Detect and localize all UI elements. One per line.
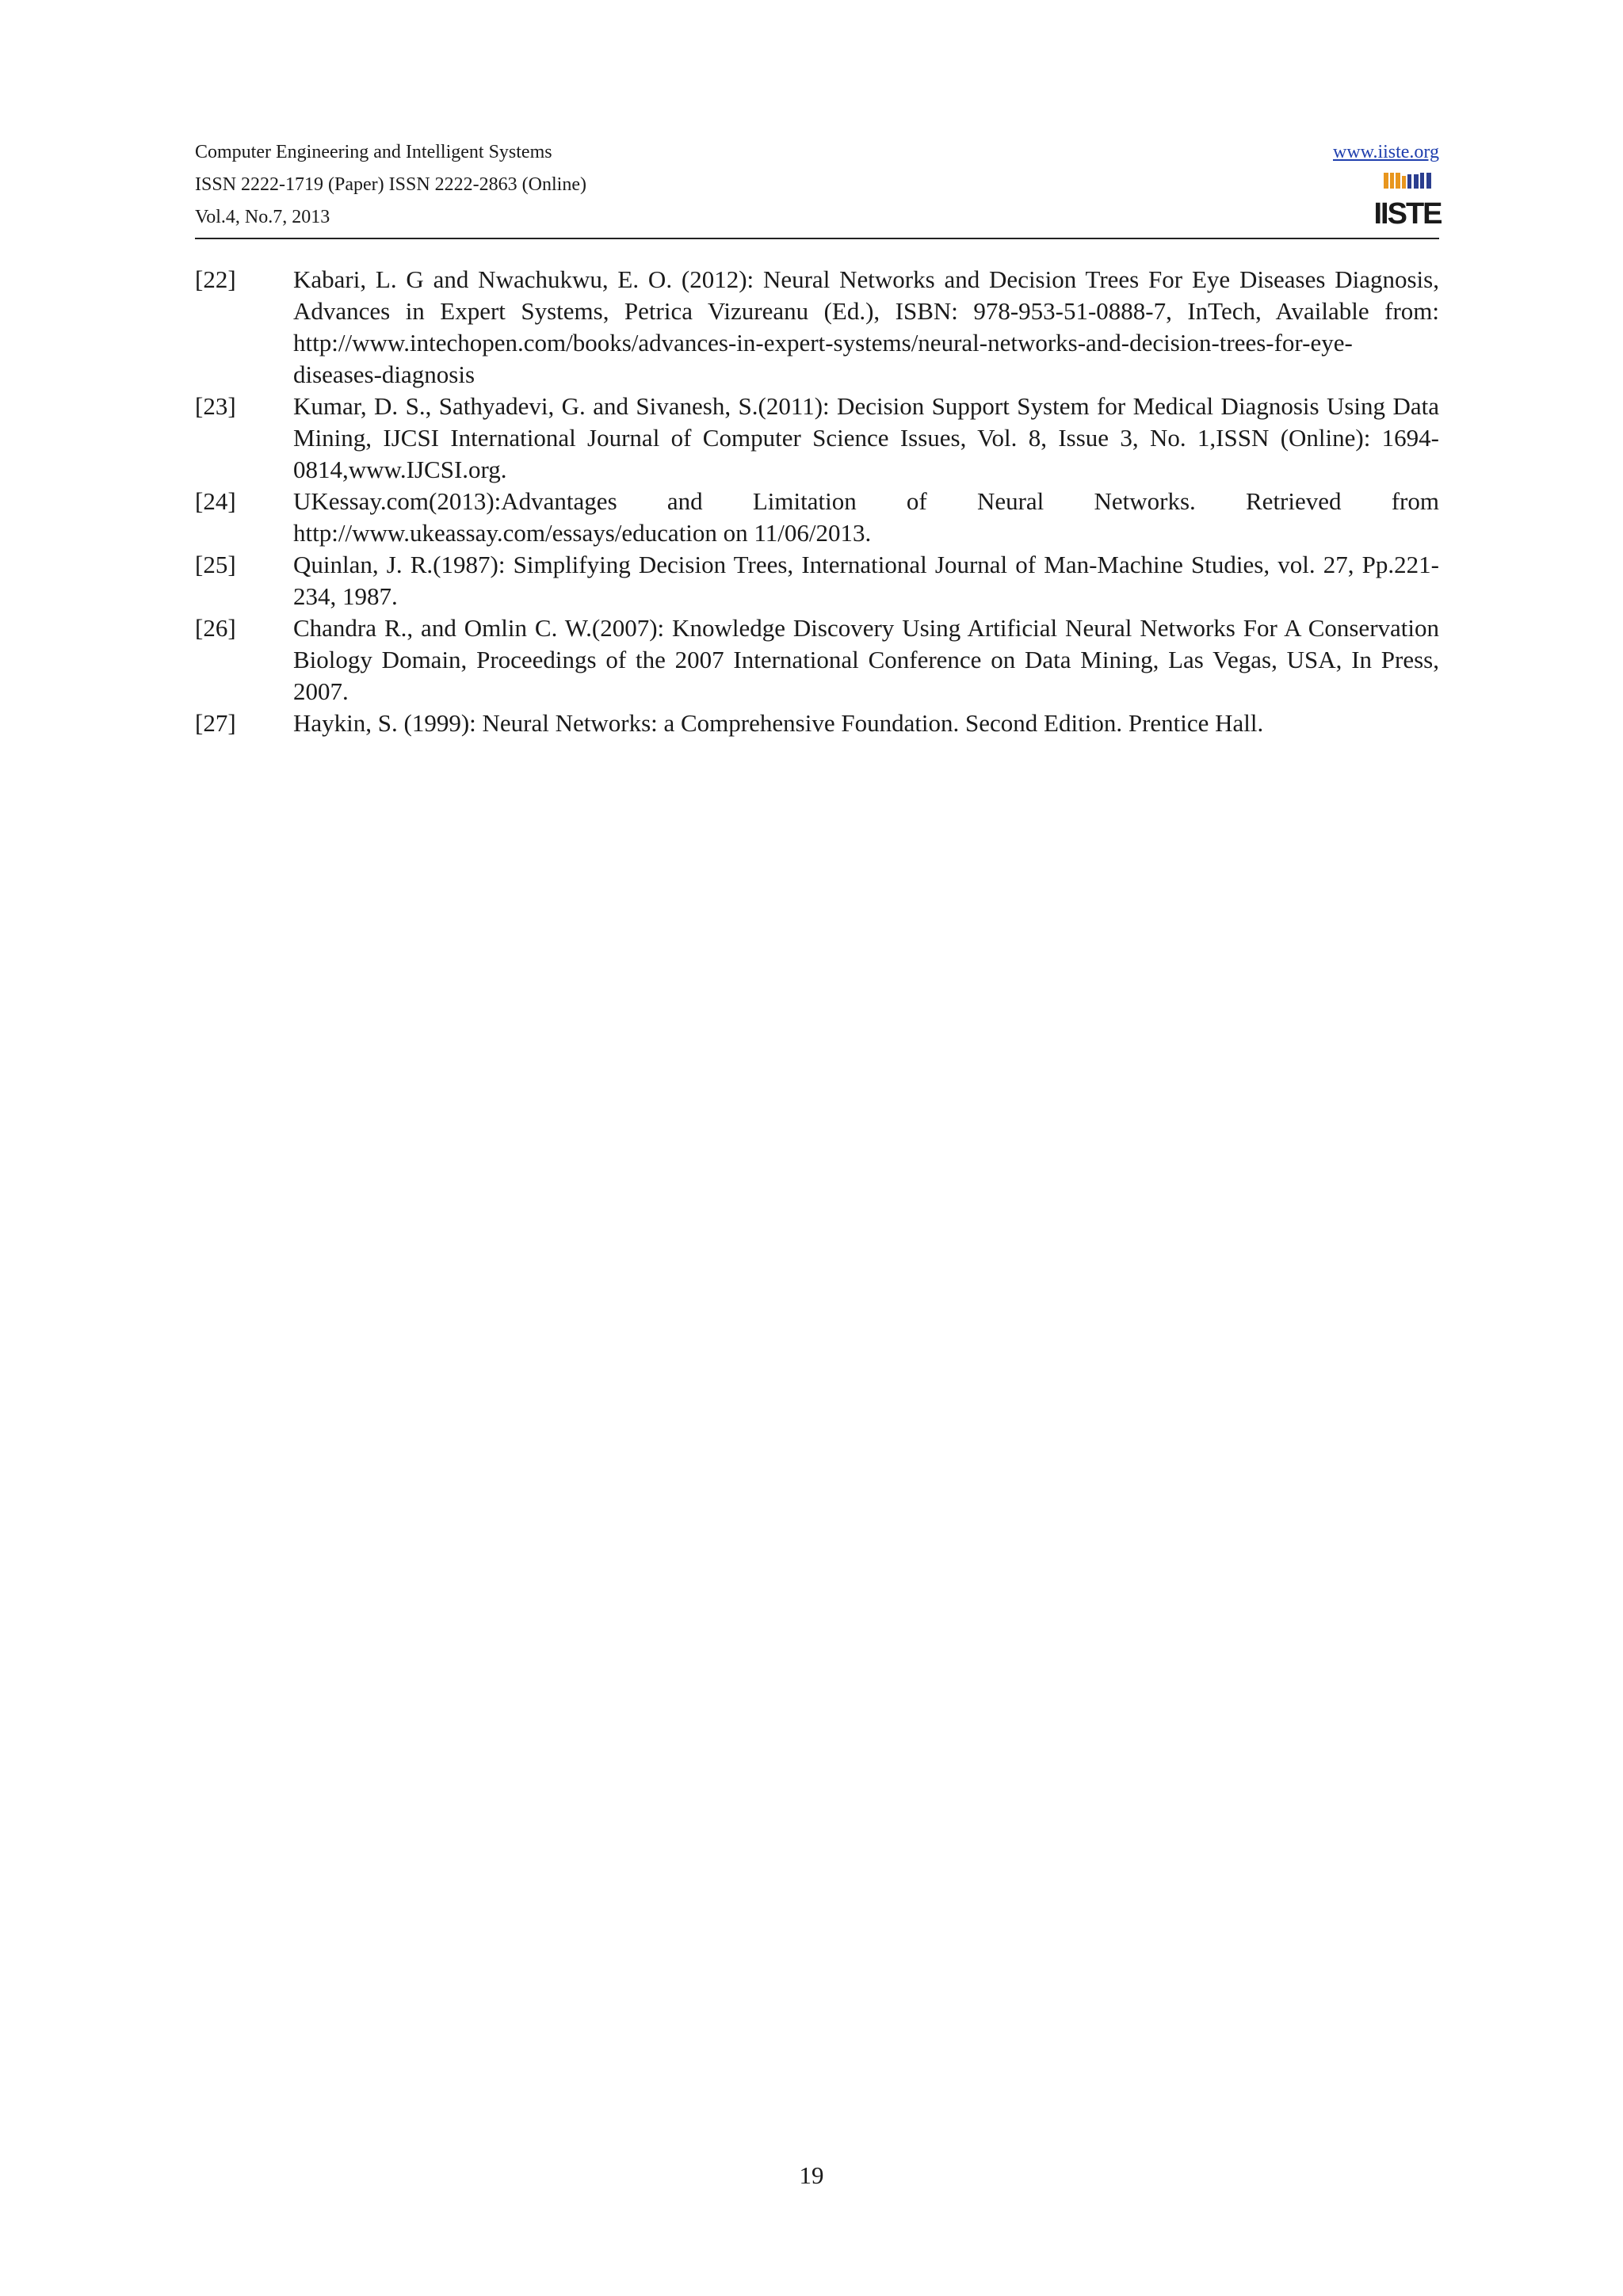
reference-item xyxy=(195,612,1439,707)
reference-text: Haykin, S. (1999): Neural Networks: a Comprehensive Foundation. Second Edition. Prentice Hall. xyxy=(293,709,1264,737)
reference-number: [23] xyxy=(195,392,236,420)
reference-number: [25] xyxy=(195,551,236,578)
reference-number: [27] xyxy=(195,709,236,737)
issn-line: ISSN 2222-1719 (Paper) ISSN 2222-2863 (Online) xyxy=(195,174,586,195)
reference-number: [22] xyxy=(195,265,236,293)
reference-item xyxy=(195,549,1439,612)
reference-item xyxy=(195,486,1439,549)
reference-number: [24] xyxy=(195,487,236,515)
reference-text: UKessay.com(2013):Advantages and Limitation of Neural Networks. Retrieved from http://www.ukeassay.com/essays/education on 11/06/2013. xyxy=(293,487,1439,547)
reference-text: Kumar, D. S., Sathyadevi, G. and Sivanesh, S.(2011): Decision Support System for Medical Diagnosis Using Data Mining, IJCSI International Journal of Computer Science Issues, Vol. 8, Issue 3, No. 1,ISSN (Online): 1694-0814,www.IJCSI.org. xyxy=(293,392,1439,483)
running-header xyxy=(195,136,1442,239)
reference-text: Chandra R., and Omlin C. W.(2007): Knowledge Discovery Using Artificial Neural Networks For A Conservation Biology Domain, Proceedings of the 2007 International Conference on Data Mining, Las Vegas, USA, In Press, 2007. xyxy=(293,614,1439,705)
reference-text: Kabari, L. G and Nwachukwu, E. O. (2012): Neural Networks and Decision Trees For Eye Diseases Diagnosis, Advances in Expert Systems, Petrica Vizureanu (Ed.), ISBN: 978-953-51-0888-7, InTech, Available from: http://www.intechopen.com/books/advances-in-expert-systems/neural-networks-and-decision-trees-for-eye-diseases-diagnosis xyxy=(293,265,1439,388)
reference-list xyxy=(195,264,1439,739)
journal-title: Computer Engineering and Intelligent Systems xyxy=(195,142,552,162)
reference-item xyxy=(195,391,1439,486)
reference-item xyxy=(195,707,1439,739)
journal-url-link[interactable]: www.iiste.org xyxy=(1333,142,1439,162)
reference-text: Quinlan, J. R.(1987): Simplifying Decision Trees, International Journal of Man-Machine Studies, vol. 27, Pp.221-234, 1987. xyxy=(293,551,1439,610)
iiste-logo xyxy=(1373,170,1442,231)
reference-item xyxy=(195,264,1439,391)
page-number: 19 xyxy=(799,2161,824,2189)
header-rule xyxy=(195,238,1439,239)
reference-number: [26] xyxy=(195,614,236,642)
logo-lettering: IISTE xyxy=(1373,197,1442,231)
volume-line: Vol.4, No.7, 2013 xyxy=(195,207,330,227)
